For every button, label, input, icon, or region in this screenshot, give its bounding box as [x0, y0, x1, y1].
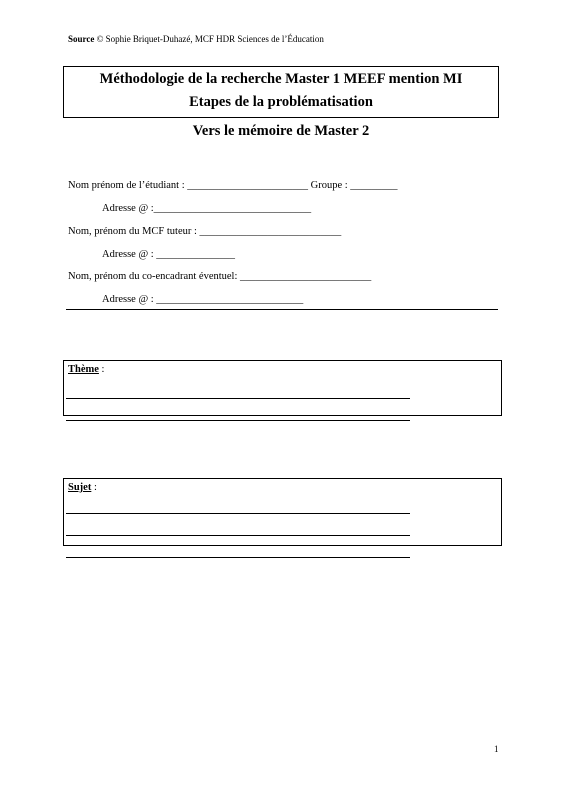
coadvisor-email-field[interactable]: Adresse @ : ____________________________	[102, 294, 304, 305]
theme-answer-line[interactable]	[66, 420, 410, 421]
theme-label: Thème :	[68, 364, 105, 375]
subject-answer-line[interactable]	[66, 557, 410, 558]
document-subtitle: Etapes de la problématisation	[189, 94, 373, 110]
section-divider	[66, 309, 498, 310]
source-text: © Sophie Briquet-Duhazé, MCF HDR Sciences de l’Éducation	[94, 34, 324, 44]
document-heading: Vers le mémoire de Master 2	[192, 123, 370, 139]
tutor-email-field[interactable]: Adresse @ : _______________	[102, 249, 236, 260]
subject-answer-line[interactable]	[66, 535, 410, 536]
theme-answer-line[interactable]	[66, 398, 410, 399]
document-title: Méthodologie de la recherche Master 1 MEEF mention MI	[99, 71, 463, 87]
student-email-field[interactable]: Adresse @ :______________________________	[102, 203, 312, 214]
source-label: Source	[68, 34, 95, 44]
tutor-name-field[interactable]: Nom, prénom du MCF tuteur : ___________________________	[68, 226, 342, 237]
source-line	[68, 34, 324, 44]
subject-label: Sujet :	[68, 482, 97, 493]
subject-answer-line[interactable]	[66, 513, 410, 514]
coadvisor-name-field[interactable]: Nom, prénom du co-encadrant éventuel: _________________________	[68, 271, 372, 282]
title-box	[63, 66, 499, 118]
page-number: 1	[494, 744, 499, 754]
student-name-field[interactable]: Nom prénom de l’étudiant : _______________________ Groupe : _________	[68, 180, 398, 191]
theme-box[interactable]	[63, 360, 502, 416]
